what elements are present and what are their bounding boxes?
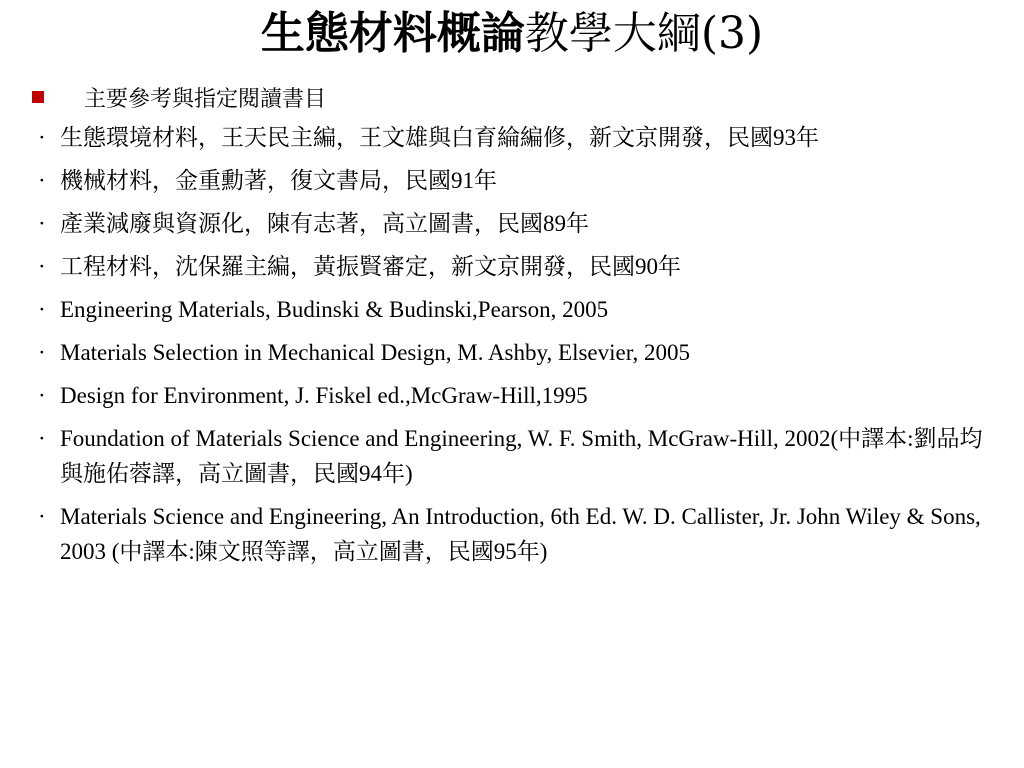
reference-text: Materials Science and Engineering, An Introduction, 6th Ed. W. D. Callister, Jr. John Wiley & Sons, 2003 (中譯本:陳文照等譯，高立圖書，民國95年): [60, 504, 981, 564]
reference-item: [38, 421, 998, 491]
reference-item: [38, 499, 998, 569]
section-header-text: 主要參考與指定閱讀書目: [84, 86, 327, 112]
reference-text: Foundation of Materials Science and Engineering, W. F. Smith, McGraw-Hill, 2002(中譯本:劉品均與施佑蓉譯，高立圖書，民國94年): [60, 426, 983, 486]
reference-item: [38, 120, 998, 155]
bullet-dot-icon: ·: [38, 383, 46, 408]
bullet-dot-icon: ·: [38, 426, 46, 451]
bullet-dot-icon: ·: [38, 504, 46, 529]
square-bullet-icon: [32, 91, 44, 103]
reference-text: 產業減廢與資源化，陳有志著，高立圖書，民國89年: [60, 211, 589, 236]
section-header: [32, 80, 326, 114]
reference-list: [38, 120, 998, 577]
reference-text: 工程材料，沈保羅主編，黃振賢審定，新文京開發，民國90年: [60, 254, 681, 279]
reference-item: [38, 292, 998, 327]
reference-item: [38, 335, 998, 370]
bullet-dot-icon: ·: [38, 168, 46, 193]
title-bold-part: 生態材料概論: [260, 8, 525, 59]
slide-title: [0, 6, 1024, 62]
reference-text: Materials Selection in Mechanical Design, M. Ashby, Elsevier, 2005: [60, 340, 690, 365]
reference-text: Engineering Materials, Budinski & Budinski,Pearson, 2005: [60, 297, 609, 322]
reference-item: [38, 163, 998, 198]
reference-item: [38, 206, 998, 241]
reference-item: [38, 378, 998, 413]
bullet-dot-icon: ·: [38, 211, 46, 236]
bullet-dot-icon: ·: [38, 340, 46, 365]
bullet-dot-icon: ·: [38, 297, 46, 322]
bullet-dot-icon: ·: [38, 125, 46, 150]
reference-item: [38, 249, 998, 284]
reference-text: 機械材料，金重勳著，復文書局，民國91年: [60, 168, 497, 193]
title-normal-part: 教學大綱(3): [524, 8, 764, 59]
reference-text: Design for Environment, J. Fiskel ed.,McGraw-Hill,1995: [60, 383, 588, 408]
reference-text: 生態環境材料，王天民主編，王文雄與白育綸編修，新文京開發，民國93年: [60, 125, 819, 150]
bullet-dot-icon: ·: [38, 254, 46, 279]
